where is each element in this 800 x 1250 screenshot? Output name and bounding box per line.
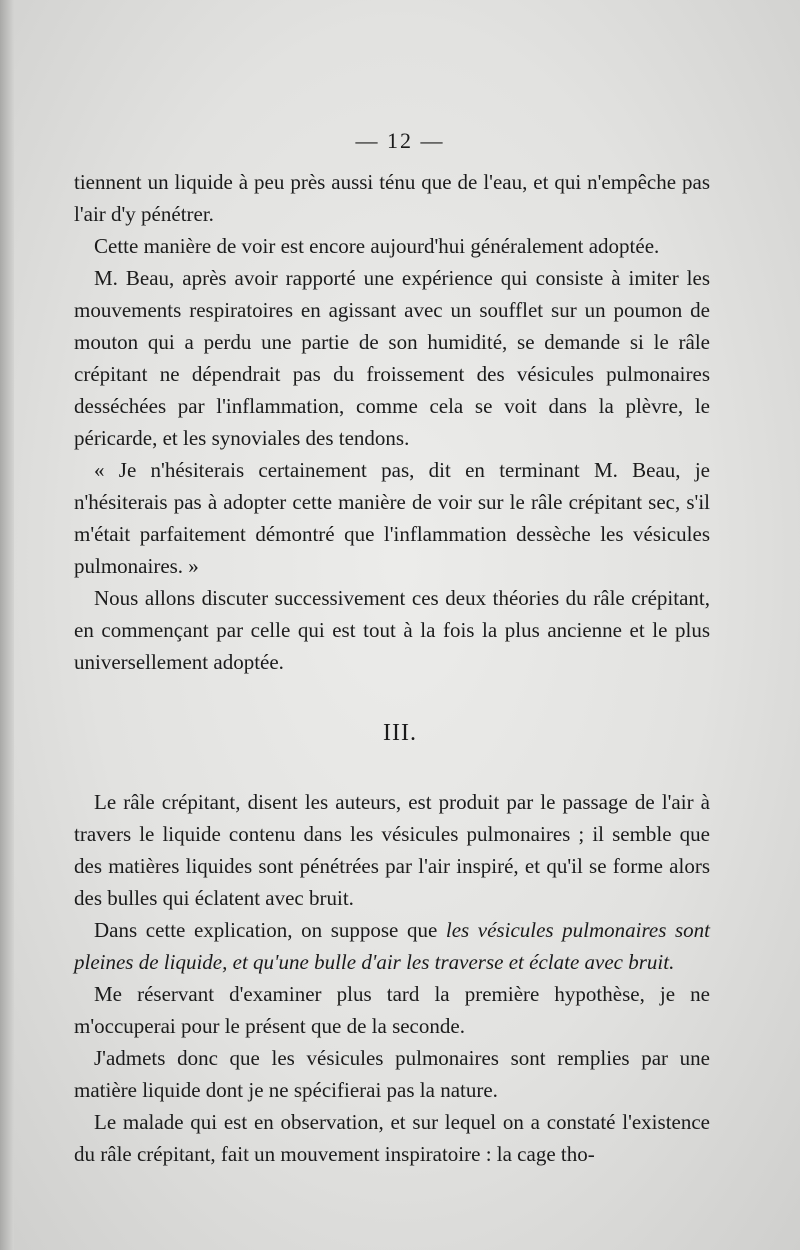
paragraph: Me réservant d'examiner plus tard la première hypothèse, je ne m'occuperai pour le présent que de la seconde.: [74, 982, 710, 1038]
text-block-bottom: [74, 786, 710, 1170]
paragraph: M. Beau, après avoir rapporté une expérience qui consiste à imiter les mouvements respiratoires en agissant avec un soufflet sur un poumon de mouton qui a perdu une partie de son humidité, se demande si le râle crépitant ne dépendrait pas du froissement des vésicules pulmonaires desséchées par l'inflammation, comme cela se voit dans la plèvre, le péricarde, et les synoviales des tendons.: [74, 266, 710, 450]
text-block-top: [74, 166, 710, 678]
section-heading: III.: [383, 720, 417, 746]
quote-paragraph: « Je n'hésiterais certainement pas, dit en terminant M. Beau, je n'hésiterais pas à adopter cette manière de voir sur le râle crépitant sec, s'il m'était parfaitement démontré que l'inflammation dessèche les vésicules pulmonaires. »: [74, 458, 710, 578]
italic-hypothesis: les vésicules pulmonaires sont pleines de liquide, et qu'une bulle d'air les traverse et éclate avec bruit.: [74, 918, 710, 974]
paragraph: Cette manière de voir est encore aujourd'hui généralement adoptée.: [94, 234, 660, 258]
page-gutter-shadow: [0, 0, 14, 1250]
paragraph: tiennent un liquide à peu près aussi ténu que de l'eau, et qui n'empêche pas l'air d'y pénétrer.: [74, 170, 710, 226]
paragraph: Nous allons discuter successivement ces deux théories du râle crépitant, en commençant par celle qui est tout à la fois la plus ancienne et le plus universellement adoptée.: [74, 586, 710, 674]
paragraph-lead: Dans cette explication, on suppose que: [94, 918, 446, 942]
paragraph-with-italic: [74, 914, 710, 978]
paragraph: Le râle crépitant, disent les auteurs, est produit par le passage de l'air à travers le liquide contenu dans les vésicules pulmonaires ; il semble que des matières liquides sont pénétrées par l'air inspiré, et qu'il se forme alors des bulles qui éclatent avec bruit.: [74, 790, 710, 910]
paragraph: Le malade qui est en observation, et sur lequel on a constaté l'existence du râle crépitant, fait un mouvement inspiratoire : la cage tho-: [74, 1110, 710, 1166]
page-number: — 12 —: [355, 128, 445, 153]
paragraph: J'admets donc que les vésicules pulmonaires sont remplies par une matière liquide dont je ne spécifierai pas la nature.: [74, 1046, 710, 1102]
